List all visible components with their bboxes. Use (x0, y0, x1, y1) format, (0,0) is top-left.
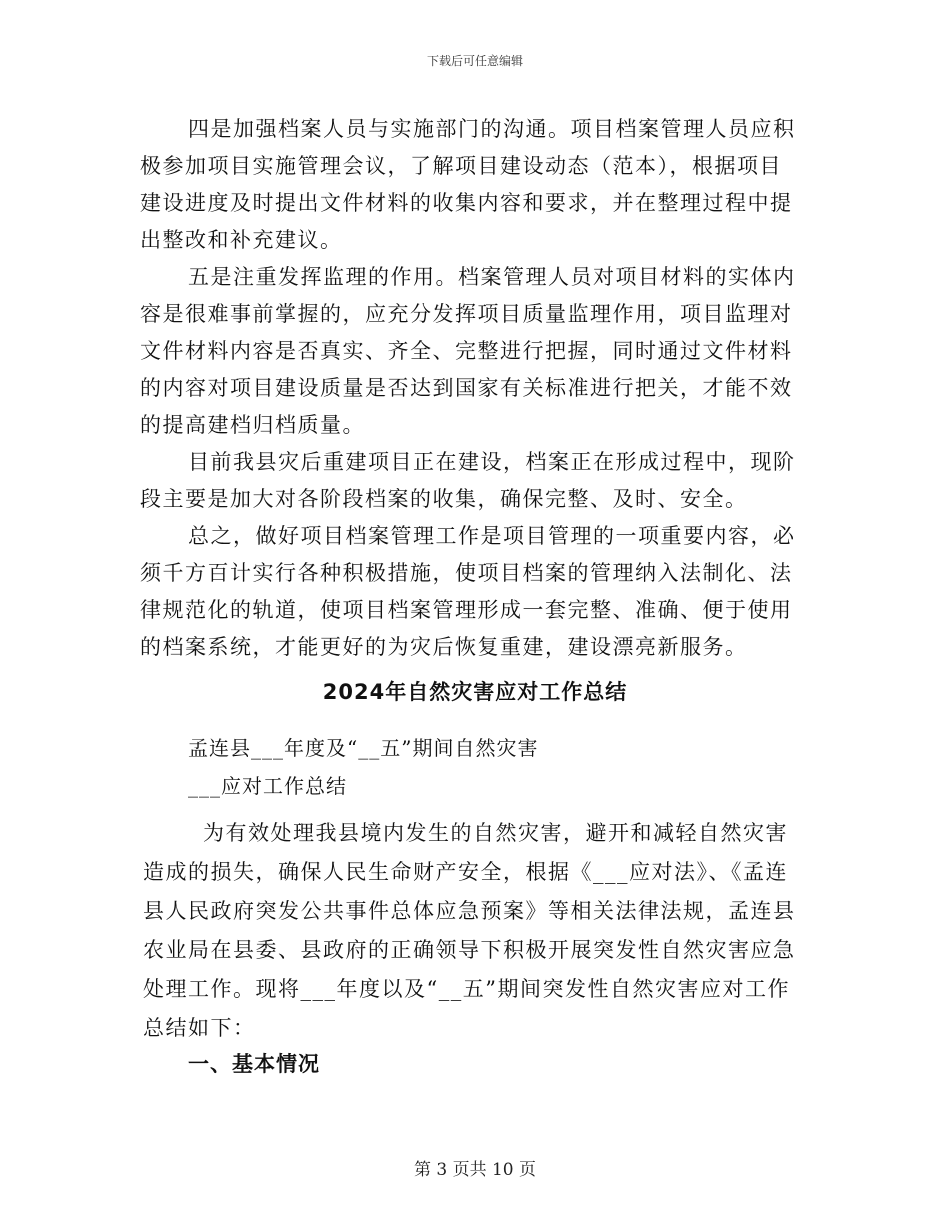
paragraph-current-status: 目前我县灾后重建项目正在建设，档案正在形成过程中，现阶段主要是加大对各阶段档案的收集，确保完整、及时、安全。 (140, 450, 796, 511)
section-heading-basic-situation: 一、基本情况 (188, 1052, 320, 1076)
article-subtitle-line1: 孟连县___年度及“__五”期间自然灾害 (188, 736, 539, 760)
article-title: 2024年自然灾害应对工作总结 (322, 680, 628, 704)
paragraph-five: 五是注重发挥监理的作用。档案管理人员对项目材料的实体内容是很难事前掌握的，应充分发挥项目质量监理作用，项目监理对文件材料内容是否真实、齐全、完整进行把握，同时通过文件材料的内容对项目建设质量是否达到国家有关标准进行把关，才能不效的提高建档归档质量。 (140, 265, 796, 437)
article-intro: 为有效处理我县境内发生的自然灾害，避开和减轻自然灾害造成的损失，确保人民生命财产安全，根据《___应对法》、《孟连县人民政府突发公共事件总体应急预案》等相关法律法规，孟连县农业局在县委、县政府的正确领导下积极开展突发性自然灾害应急处理工作。现将___年度以及“__五”期间突发性自然灾害应对工作总结如下： (143, 821, 796, 1040)
article-subtitle-line2: ___应对工作总结 (188, 774, 347, 798)
paragraph-conclusion: 总之，做好项目档案管理工作是项目管理的一项重要内容，必须千方百计实行各种积极措施，使项目档案的管理纳入法制化、法律规范化的轨道，使项目档案管理形成一套完整、准确、便于使用的档案系统，才能更好的为灾后恢复重建，建设漂亮新服务。 (140, 524, 796, 659)
paragraph-four: 四是加强档案人员与实施部门的沟通。项目档案管理人员应积极参加项目实施管理会议，了解项目建设动态（范本），根据项目建设进度及时提出文件材料的收集内容和要求，并在整理过程中提出整改和补充建议。 (140, 117, 796, 252)
page-header-note: 下载后可任意编辑 (426, 54, 523, 68)
page-number-footer: 第 3 页共 10 页 (413, 1160, 537, 1180)
